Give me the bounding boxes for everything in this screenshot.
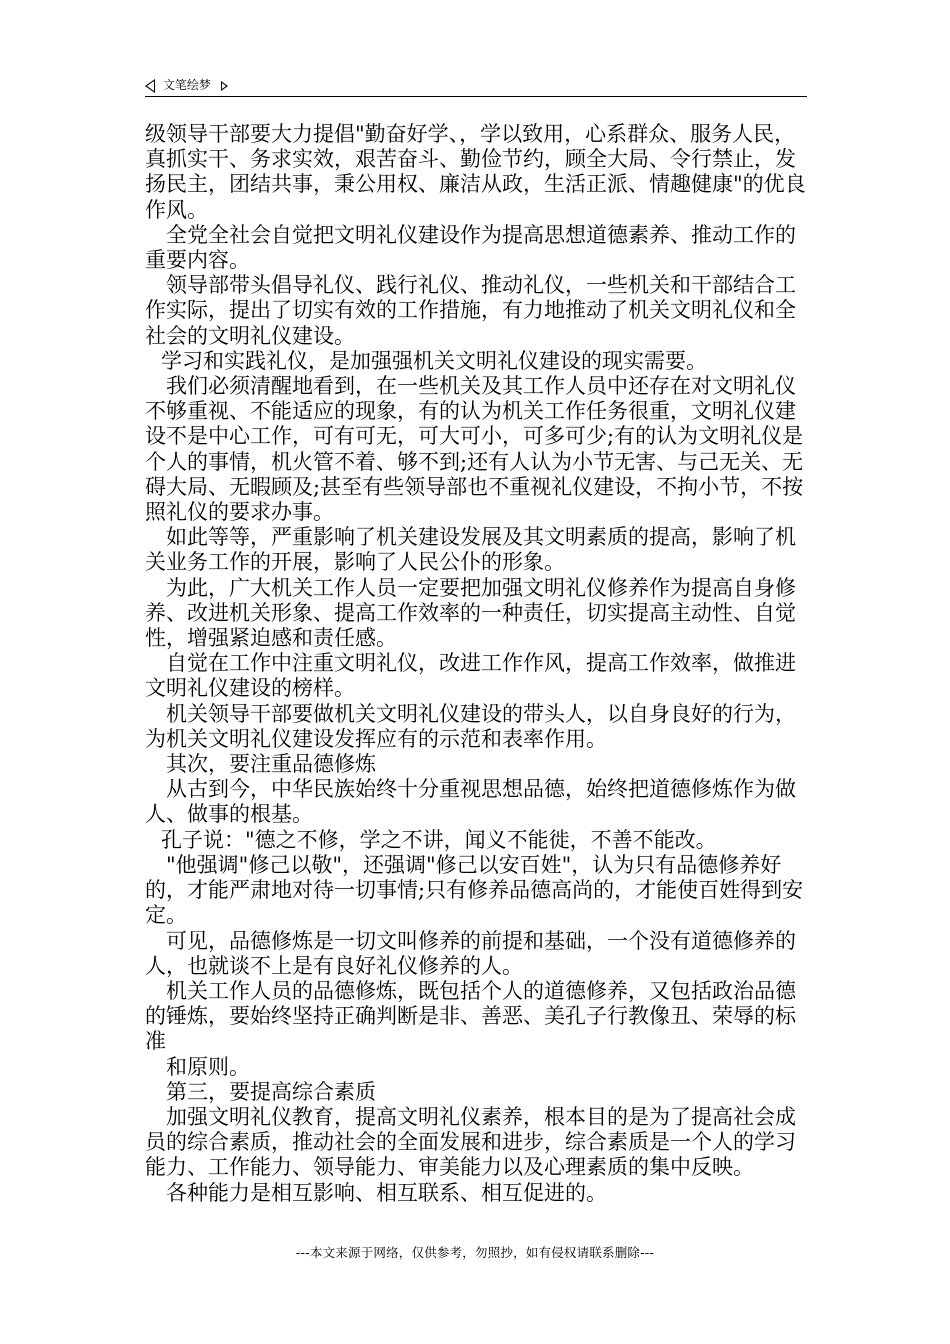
header-title: 文笔绘梦	[162, 78, 211, 92]
triangle-left-icon	[145, 79, 155, 93]
paragraph: 自觉在工作中注重文明礼仪，改进工作作风，提高工作效率，做推进文明礼仪建设的榜样。	[145, 651, 796, 701]
paragraph: 各种能力是相互影响、相互联系、相互促进的。	[166, 1180, 607, 1205]
paragraph: 从古到今，中华民族始终十分重视思想品德，始终把道德修炼作为做人、做事的根基。	[145, 777, 796, 827]
paragraph: 领导部带头倡导礼仪、践行礼仪、推动礼仪，一些机关和干部结合工作实际，提出了切实有效的工作措施，有力地推动了机关文明礼仪和全社会的文明礼仪建设。	[145, 273, 796, 348]
paragraph: 级领导干部要大力提倡"勤奋好学、，学以致用，心系群众、服务人民，真抓实干、务求实效，艰苦奋斗、勤俭节约，顾全大局、令行禁止，发扬民主，团结共事，秉公用权、廉洁从政，生活正派、情趣健康"的优良作风。	[145, 122, 806, 222]
page-header	[145, 74, 807, 97]
paragraph: 可见，品德修炼是一切文叫修养的前提和基础，一个没有道德修养的人，也就谈不上是有良好礼仪修养的人。	[145, 928, 796, 978]
triangle-right-icon	[221, 81, 228, 91]
paragraph: 第三，要提高综合素质	[166, 1079, 376, 1104]
footer-disclaimer: ---本文来源于网络，仅供参考，勿照抄，如有侵权请联系删除---	[295, 1245, 655, 1260]
paragraph: 为此，广大机关工作人员一定要把加强文明礼仪修养作为提高自身修养、改进机关形象、提高工作效率的一种责任，切实提高主动性、自觉性，增强紧迫感和责任感。	[145, 575, 796, 651]
paragraph: 机关工作人员的品德修炼，既包括个人的道德修养，又包括政治品德的锤炼，要始终坚持正确判断是非、善恶、美孔子行教像丑、荣辱的标准	[145, 978, 796, 1054]
paragraph: 孔子说："德之不修，学之不讲，闻义不能徙，不善不能改。	[161, 827, 717, 852]
paragraph: 其次，要注重品德修炼	[166, 752, 376, 777]
paragraph: 学习和实践礼仪，是加强强机关文明礼仪建设的现实需要。	[161, 348, 707, 373]
paragraph: 机关领导干部要做机关文明礼仪建设的带头人，以自身良好的行为，为机关文明礼仪建设发挥应有的示范和表率作用。	[145, 701, 796, 751]
paragraph: 全党全社会自觉把文明礼仪建设作为提高思想道德素养、推动工作的重要内容。	[145, 222, 796, 273]
paragraph: 我们必须清醒地看到，在一些机关及其工作人员中还存在对文明礼仪不够重视、不能适应的现象，有的认为机关工作任务很重，文明礼仪建设不是中心工作，可有可无，可大可小，可多可少;有的认为文明礼仪是个人的事情，机火管不着、够不到;还有人认为小节无害、与己无关、无碍大局、无暇顾及;甚至有些领导部也不重视礼仪建设，不拘小节，不按照礼仪的要求办事。	[145, 374, 804, 525]
paragraph: 如此等等，严重影响了机关建设发展及其文明素质的提高，影响了机关业务工作的开展，影响了人民公仆的形象。	[145, 525, 796, 575]
paragraph: "他强调"修己以敬"，还强调"修己以安百姓"，认为只有品德修养好的，才能严肃地对待一切事情;只有修养品德高尚的，才能使百姓得到安定。	[145, 852, 804, 928]
paragraph: 加强文明礼仪教育，提高文明礼仪素养，根本目的是为了提高社会成员的综合素质，推动社会的全面发展和进步，综合素质是一个人的学习能力、工作能力、领导能力、审美能力以及心理素质的集中反映。	[145, 1104, 796, 1180]
document-body	[145, 122, 811, 1206]
paragraph: 和原则。	[166, 1054, 250, 1079]
